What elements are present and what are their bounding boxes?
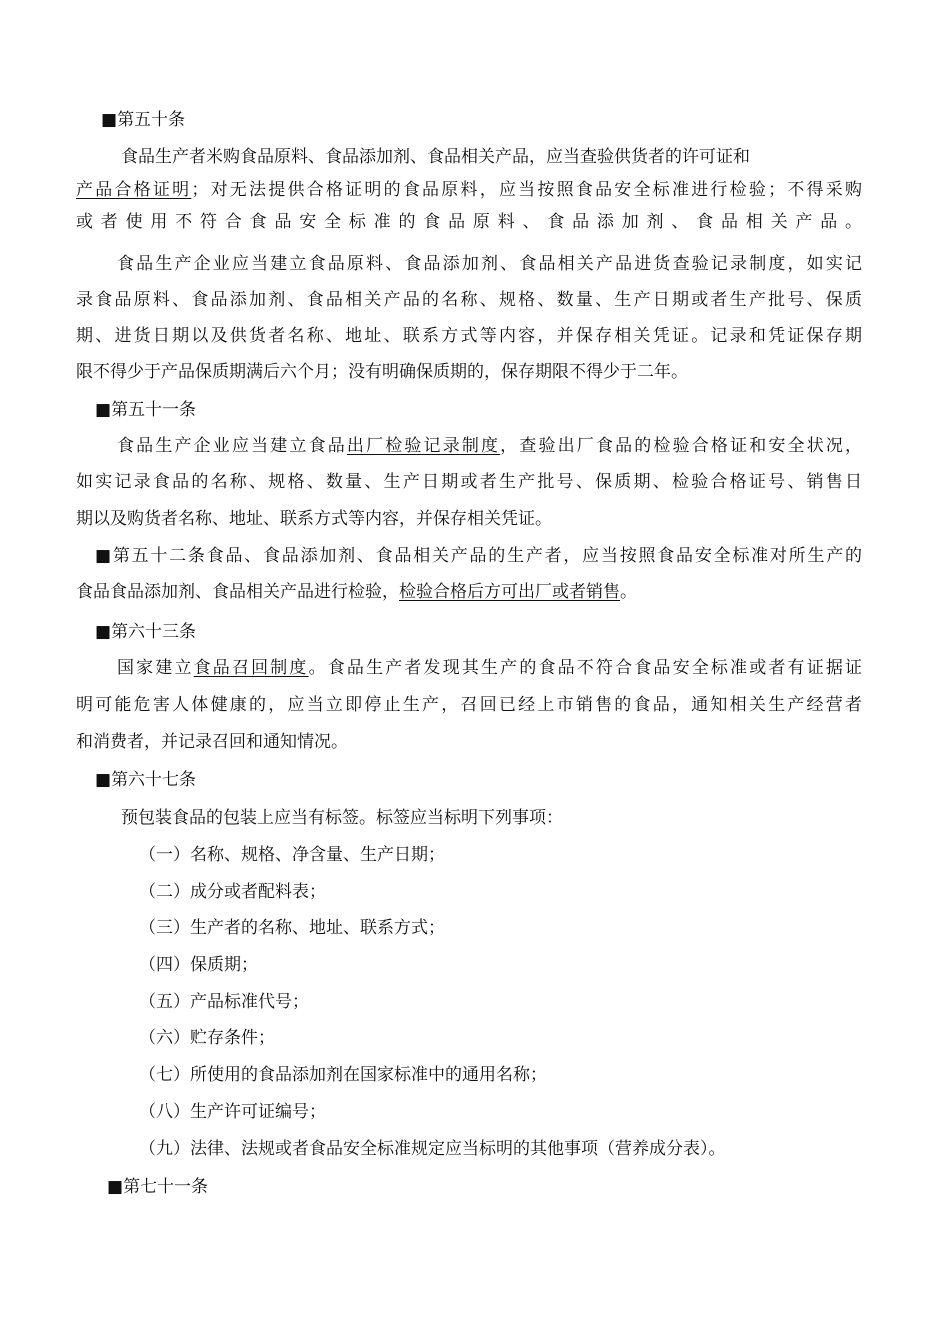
paragraph-line: 如实记录食品的名称、规格、数量、生产日期或者生产批号、保质期、检验合格证号、销售日 <box>76 472 862 492</box>
paragraph-line: 食品生产企业应当建立食品出厂检验记录制度，查验出厂食品的检验合格证和安全状况， <box>117 436 863 456</box>
underlined-term: 检验合格后方可出厂或者销售 <box>399 582 620 602</box>
paragraph-line: 和消费者，并记录召回和通知情况。 <box>76 732 348 752</box>
paragraph-line: 食品生产企业应当建立食品原料、食品添加剂、食品相关产品进货查验记录制度，如实记 <box>117 254 862 274</box>
article-heading: ■第六十七条 <box>95 770 197 790</box>
underlined-term: 出厂检验记录制度 <box>346 436 501 456</box>
paragraph-line: 期、进货日期以及供货者名称、地址、联系方式等内容，并保存相关凭证。记录和凭证保存期 <box>76 326 862 346</box>
list-item: （三）生产者的名称、地址、联系方式； <box>139 918 445 938</box>
article-heading: ■第五十二条食品、食品添加剂、食品相关产品的生产者，应当按照食品安全标准对所生产的 <box>95 546 863 566</box>
underlined-term: 产品合格证明 <box>76 180 192 200</box>
paragraph-line: 产品合格证明；对无法提供合格证明的食品原料，应当按照食品安全标准进行检验；不得采购 <box>76 180 863 200</box>
article-heading: ■第五十条 <box>101 110 186 130</box>
list-item: （一）名称、规格、净含量、生产日期； <box>139 845 445 865</box>
bullet-square-icon: ■ <box>95 400 112 420</box>
bullet-square-icon: ■ <box>101 110 118 130</box>
paragraph-line: 食品食品添加剂、食品相关产品进行检验，检验合格后方可出厂或者销售。 <box>76 582 637 602</box>
list-item: （六）贮存条件； <box>139 1028 275 1048</box>
list-item: （七）所使用的食品添加剂在国家标准中的通用名称； <box>139 1065 547 1085</box>
list-item: （九）法律、法规或者食品安全标准规定应当标明的其他事项（营养成分表）。 <box>139 1139 726 1159</box>
paragraph-line: 录食品原料、食品添加剂、食品相关产品的名称、规格、数量、生产日期或者生产批号、保质 <box>76 290 862 310</box>
paragraph-line: 食品生产者米购食品原料、食品添加剂、食品相关产品，应当查验供货者的许可证和 <box>121 147 750 167</box>
bullet-square-icon: ■ <box>107 1177 124 1197</box>
paragraph-line: 限不得少于产品保质期满后六个月；没有明确保质期的，保存期限不得少于二年。 <box>76 362 688 382</box>
paragraph-line: 或者使用不符合食品安全标准的食品原料、食品添加剂、食品相关产品。 <box>76 212 862 232</box>
list-item: （四）保质期； <box>139 955 258 975</box>
paragraph-line: 国家建立食品召回制度。食品生产者发现其生产的食品不符合食品安全标准或者有证据证 <box>117 658 863 678</box>
paragraph-line: 预包装食品的包装上应当有标签。标签应当标明下列事项： <box>121 808 563 828</box>
bullet-square-icon: ■ <box>95 770 112 790</box>
bullet-square-icon: ■ <box>95 622 112 642</box>
bullet-square-icon: ■ <box>95 546 113 566</box>
list-item: （二）成分或者配料表； <box>139 882 326 902</box>
underlined-term: 食品召回制度 <box>193 658 309 678</box>
list-item: （八）生产许可证编号； <box>139 1102 326 1122</box>
paragraph-line: 明可能危害人体健康的，应当立即停止生产，召回已经上市销售的食品，通知相关生产经营者 <box>76 695 862 715</box>
paragraph-line: 期以及购货者名称、地址、联系方式等内容，并保存相关凭证。 <box>76 509 552 529</box>
list-item: （五）产品标准代号； <box>139 992 309 1012</box>
article-heading: ■第五十一条 <box>95 400 197 420</box>
article-heading: ■第六十三条 <box>95 622 197 642</box>
article-heading: ■第七十一条 <box>107 1177 209 1197</box>
